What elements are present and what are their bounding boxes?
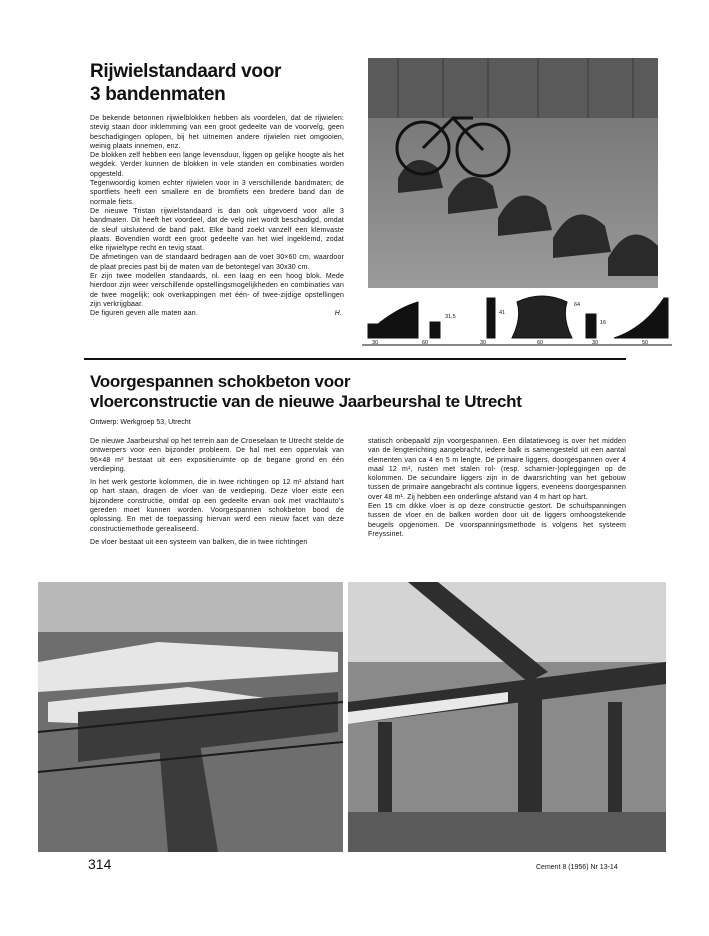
article1-title-line2: 3 bandenmaten	[90, 84, 226, 105]
article2-title	[90, 372, 610, 412]
construction-photo-left-art	[38, 582, 343, 852]
section-divider	[84, 358, 626, 360]
article2-column-1	[90, 437, 344, 547]
dim-label: 30	[592, 340, 599, 346]
dim-label: 30	[480, 340, 487, 346]
page-number: 314	[88, 856, 112, 872]
article2-column-2	[368, 437, 626, 539]
article2-title-line1: Voorgespannen schokbeton voor	[90, 372, 351, 391]
article2-paragraph: Een 15 cm dikke vloer is op deze constructie gestort. De schuifspanningen tussen de vloer en de balken worden door uit de liggers omhoogstekende beugels opgenomen. De voorspanningsmethode is volgens het systeem Freyssinet.	[368, 503, 626, 538]
article2-paragraph: De nieuwe Jaarbeurshal op het terrein aan de Croeselaan te Utrecht stelde de ontwerpers voor een bijzonder probleem. De hal met een oppervlak van 96×48 m² bestaat uit een expositieruimte op de begane grond en één verdieping.	[90, 438, 344, 473]
dim-label: 60	[422, 340, 429, 346]
dim-label: 31,5	[445, 314, 456, 320]
article1-paragraph: De nieuwe Tristan rijwielstandaard is dan ook uitgevoerd voor alle 3 bandmaten. Dit heeft het voordeel, dat de velg niet wordt beschadigd, omdat de sleuf uitsluitend de band pakt. Elke band zoekt vanzelf een klemvaste plaats. Bovendien wordt een groot gedeelte van het wiel ingeklemd, zodat elke rijwieltype recht en tevig staat.	[90, 207, 344, 253]
article1-closing-line: De figuren geven alle maten aan.	[90, 310, 198, 318]
dim-label: 30	[372, 340, 379, 346]
dim-label: 16	[600, 320, 607, 326]
article1-paragraph: De bekende betonnen rijwielblokken hebben als voordelen, dat de rijwielen: stevig staan door inklemming van een groot gedeelte van de voorvelg, geen beschadigingen oplopen, bij het uitnemen andere rijwielen niet omgooien, weinig plaats innemen, enz.	[90, 115, 344, 150]
dim-label: 13,5	[390, 324, 401, 330]
dim-label: 50	[642, 340, 649, 346]
construction-photo-right-art	[348, 582, 666, 852]
article1-paragraph: De afmetingen van de standaard bedragen aan de voet 30×60 cm, waardoor de plaat precies past bij de maten van de betontegel van 30x30 cm.	[90, 254, 344, 271]
article1-title-line1: Rijwielstandaard voor	[90, 61, 282, 82]
article1-paragraph: Tegenwoordig komen echter rijwielen voor in 3 verschillende bandmaten; de sportfiets heeft een smallere en de bromfiets een bredere band dan de normale fiets.	[90, 180, 344, 206]
article2-paragraph: statisch onbepaald zijn voorgespannen. Een dilatatievoeg is over het midden van de lengterichting aangebracht, iedere balk is samengesteld uit een aantal elementen van ca 4 en 5 m lengte. De primaire liggers, doorgespannen over 4 maal 12 m¹, rusten met stalen rol- (resp. scharnier-)opleggingen op de kolommen. De secundaire liggers zijn in de dwarsrichting van het gebouw tussen de primaire aangebracht als continue liggers, eveneens doorgespannen over 48 m¹. Zij hebben een onderlinge afstand van 4 m hart op hart.	[368, 438, 626, 501]
article2-paragraph: In het werk gestorte kolommen, die in twee richtingen op 12 m¹ afstand hart op hart staan, dragen de vloer van de verdieping. Deze vloer eiste een bijzondere constructie, omdat op een gedeelte ervan ook met vrachtauto's gereden moet kunnen worden. Voorgespannen schokbeton bood de oplossing. En met de toepassing hiervan werd een nieuw facet van deze constructiemethode gerealiseerd.	[90, 479, 344, 533]
construction-photo-left	[38, 582, 343, 852]
article1-paragraph	[90, 309, 344, 318]
dim-label: 64	[574, 302, 581, 308]
article1-signature: H.	[334, 310, 342, 318]
journal-citation: Cement 8 (1956) Nr 13-14	[536, 864, 618, 871]
article1-paragraph: De blokken zelf hebben een lange levensduur, liggen op gelijke hoogte als het wegdek. Verder kunnen de blokken in vele standen en combinaties worden opgesteld.	[90, 152, 344, 178]
stand-dimension-drawings	[362, 292, 672, 350]
bicycle-stand-photo-art	[368, 58, 658, 288]
dim-label: 41	[499, 310, 506, 316]
dimension-drawing-svg	[362, 292, 672, 350]
construction-photo-right	[348, 582, 666, 852]
article1-title	[90, 60, 350, 106]
bicycle-stand-photo	[368, 58, 658, 288]
article2-credit: Ontwerp: Werkgroep 53, Utrecht	[90, 419, 191, 426]
article1-body	[90, 114, 344, 319]
article1-paragraph: Er zijn twee modellen standaards, nl. een laag en een hoog blok. Mede hierdoor zijn weer verschillende opstellingsmogelijkheden en combinaties van de twee mogelijk; ook overkappingen met één- of twee-zijdige opstellingen zijn verkrijgbaar.	[90, 273, 344, 308]
dim-label: 60	[537, 340, 544, 346]
article2-paragraph: De vloer bestaat uit een systeem van balken, die in twee richtingen	[90, 538, 308, 546]
article2-title-line2: vloerconstructie van de nieuwe Jaarbeurshal te Utrecht	[90, 392, 522, 411]
